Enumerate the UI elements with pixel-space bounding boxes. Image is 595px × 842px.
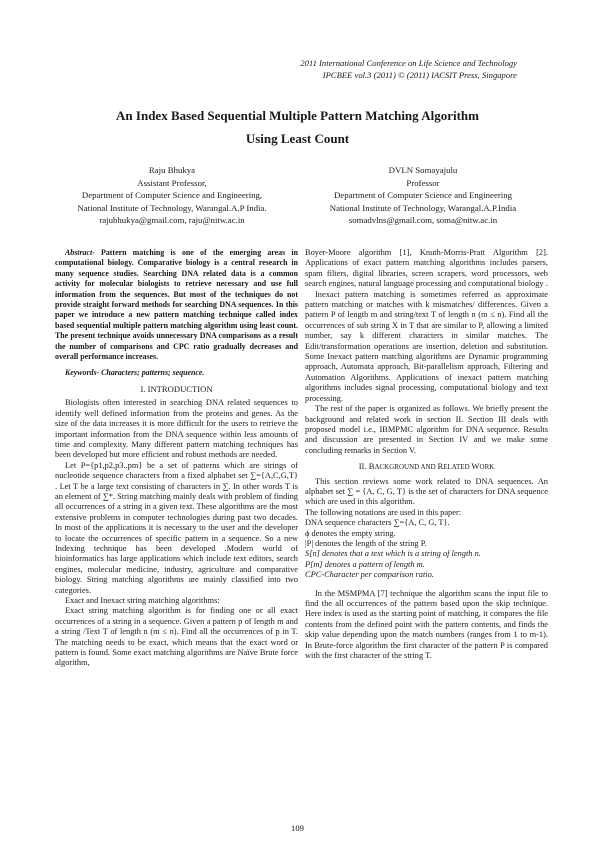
left-column xyxy=(55,248,298,669)
author-role: Assistant Professor, xyxy=(137,177,207,188)
spacer xyxy=(305,581,548,589)
author-block-1 xyxy=(47,164,297,227)
notation-item: P[m] denotes a pattern of length m. xyxy=(305,559,425,569)
abstract xyxy=(55,248,298,362)
conference-citation: IPCBEE vol.3 (2011) © (2011) IACSIT Press, Singapore xyxy=(322,70,517,80)
abstract-text: Pattern matching is one of the emerging areas in computational biology. Comparative biology is a central research in many sequence studies. Searching DNA related data is a common activity for molecular biologists to retrieve necessary and use full information from the sequences. But most of the techniques do not provide straight forward methods for searching DNA sequences. In this paper we introduce a new pattern matching technique called index based sequential multiple pattern matching algorithm using least count. The present technique avoids unnecessary DNA comparisons as a result the number of comparisons and CPC ratio gradually decreases and overall performance increases. xyxy=(55,248,298,362)
author-block-2 xyxy=(298,164,548,227)
author-name: DVLN Somayajulu xyxy=(388,165,458,175)
paragraph: Let P={p1,p2,p3..pm} be a set of patterns which are strings of nucleotide sequence characters from a fixed alphabet set ∑={A,C,G,T} . Let T be a large text consisting of characters in ∑. In other words T is an element of ∑*. String matching mainly deals with problem of finding all occurrences of a string in a given text. These algorithms are the most extensive problems in computer technologies during past two decades. In most of the applications it is necessary to the user and the developer to locate the occurrences of specific pattern in a sequence. So a new Indexing technique has been developed .Modern world of bioinformatics has large applications which include text editors, search engines, molecular medicine, industry, agriculture and comparative biology. String matching algorithms are mainly classified into two categories. xyxy=(55,460,298,595)
author-institution: National Institute of Technology, Warangal.A.P.India xyxy=(329,202,517,213)
notation-intro: The following notations are used in this paper: xyxy=(305,507,462,517)
conference-name: 2011 International Conference on Life Science and Technology xyxy=(300,58,517,68)
notation-item: DNA sequence characters ∑={A, C, G, T}. xyxy=(305,518,450,528)
title-line-1: An Index Based Sequential Multiple Pattern Matching Algorithm xyxy=(116,108,479,123)
page-number: 109 xyxy=(291,823,304,833)
paper-title xyxy=(60,104,535,150)
section-heading-background: II. BACKGROUND AND RELATED WORK xyxy=(358,461,495,472)
author-role: Professor xyxy=(406,177,440,188)
paragraph: The rest of the paper is organized as follows. We briefly present the background and related work in section II. Section III deals with proposed model i.e., IBMPMC algorithm for DNA sequence. Results and discussion are presented in Section IV and we make some concluding remarks in Section V. xyxy=(305,404,548,455)
paragraph: Exact and Inexact string matching algorithms: xyxy=(65,596,220,605)
right-column xyxy=(305,248,548,661)
section-heading-introduction: I. INTRODUCTION xyxy=(140,383,213,394)
abstract-label: Abstract- xyxy=(65,248,95,257)
conference-header xyxy=(157,57,517,81)
paragraph: This section reviews some work related to DNA sequences. An alphabet set ∑ = {A, C, G, T} is the set of characters for DNA sequence which are used in this algorithm. xyxy=(305,476,548,507)
title-line-2: Using Least Count xyxy=(245,131,350,146)
paragraph: Exact string matching algorithm is for finding one or all exact occurrences of a string in a sequence. Given a pattern p of length m and a string /Text T of length n (m ≤ n). Find all the occurrences of p in T. The matching needs to be exact, which means that the exact word or pattern is found. Some exact matching algorithms are Naïve Brute force algorithm, xyxy=(55,606,298,668)
author-name: Raju Bhukya xyxy=(148,165,196,175)
author-email: somadvlns@gmail.com, soma@nitw.ac.in xyxy=(348,215,498,225)
paragraph: Inexact pattern matching is sometimes referred as approximate pattern matching or matches with k mismatches/ differences. Given a pattern P of length m and string/text T of length n (m ≤ n). Find all the occurrences of sub string X in T that are similar to P, allowing a limited number, say k different characters in similar matches. The Edit/transformation operations are insertion, deletion and substitution. Some Inexact pattern matching algorithms are Dynamic programming approach, Automata approach, Bit-parallelism approach, Filtering and Automation Algorithms. Applications of inexact pattern matching algorithms includes signal processing, computational biology and text processing. xyxy=(305,289,548,403)
notation-item: |P| denotes the length of the string P. xyxy=(305,538,427,548)
author-department: Department of Computer Science and Engineering, xyxy=(81,190,263,200)
notation-item: S[n] denotes that a text which is a string of length n. xyxy=(305,549,481,559)
author-department: Department of Computer Science and Engineering xyxy=(333,190,513,200)
paragraph: Boyer-Moore algorithm [1], Knuth-Morris-Pratt Algorithm [2]. Applications of exact pattern matching algorithms includes parsers, spam filters, digital libraries, screen scrapers, word processors, web search engines, natural language processing and computational biology . xyxy=(305,248,548,289)
notation-item: ϕ denotes the empty string. xyxy=(305,528,396,538)
paragraph: In the MSMPMA [7] technique the algorithm scans the input file to find the all occurrences of the pattern based upon the skip technique. Here index is used as the starting point of matching, it compares the file contents from the defined point with the pattern contents, and finds the skip value depending upon the match numbers (ranges from 1 to m-1). In Brute-force algorithm the first character of the pattern P is compared with the first character of the string T. xyxy=(305,588,548,661)
paragraph: Biologists often interested in searching DNA related sequences to identify well defined information from the proteins and genes. As the size of the data increases it is more difficult for the users to retrieve the important information from the DNA sequence within less amounts of time and complexity. Many different pattern matching techniques has been developed but more efficient and robust methods are needed. xyxy=(55,398,298,460)
author-email: rajubhukya@gmail.com, raju@nitw.ac.in xyxy=(99,215,245,225)
keywords: Keywords- Characters; patterns; sequence. xyxy=(65,368,205,378)
author-institution: National Institute of Technology, Warangal.A.P India. xyxy=(77,202,267,213)
notation-item: CPC-Character per comparison ratio. xyxy=(305,570,434,580)
